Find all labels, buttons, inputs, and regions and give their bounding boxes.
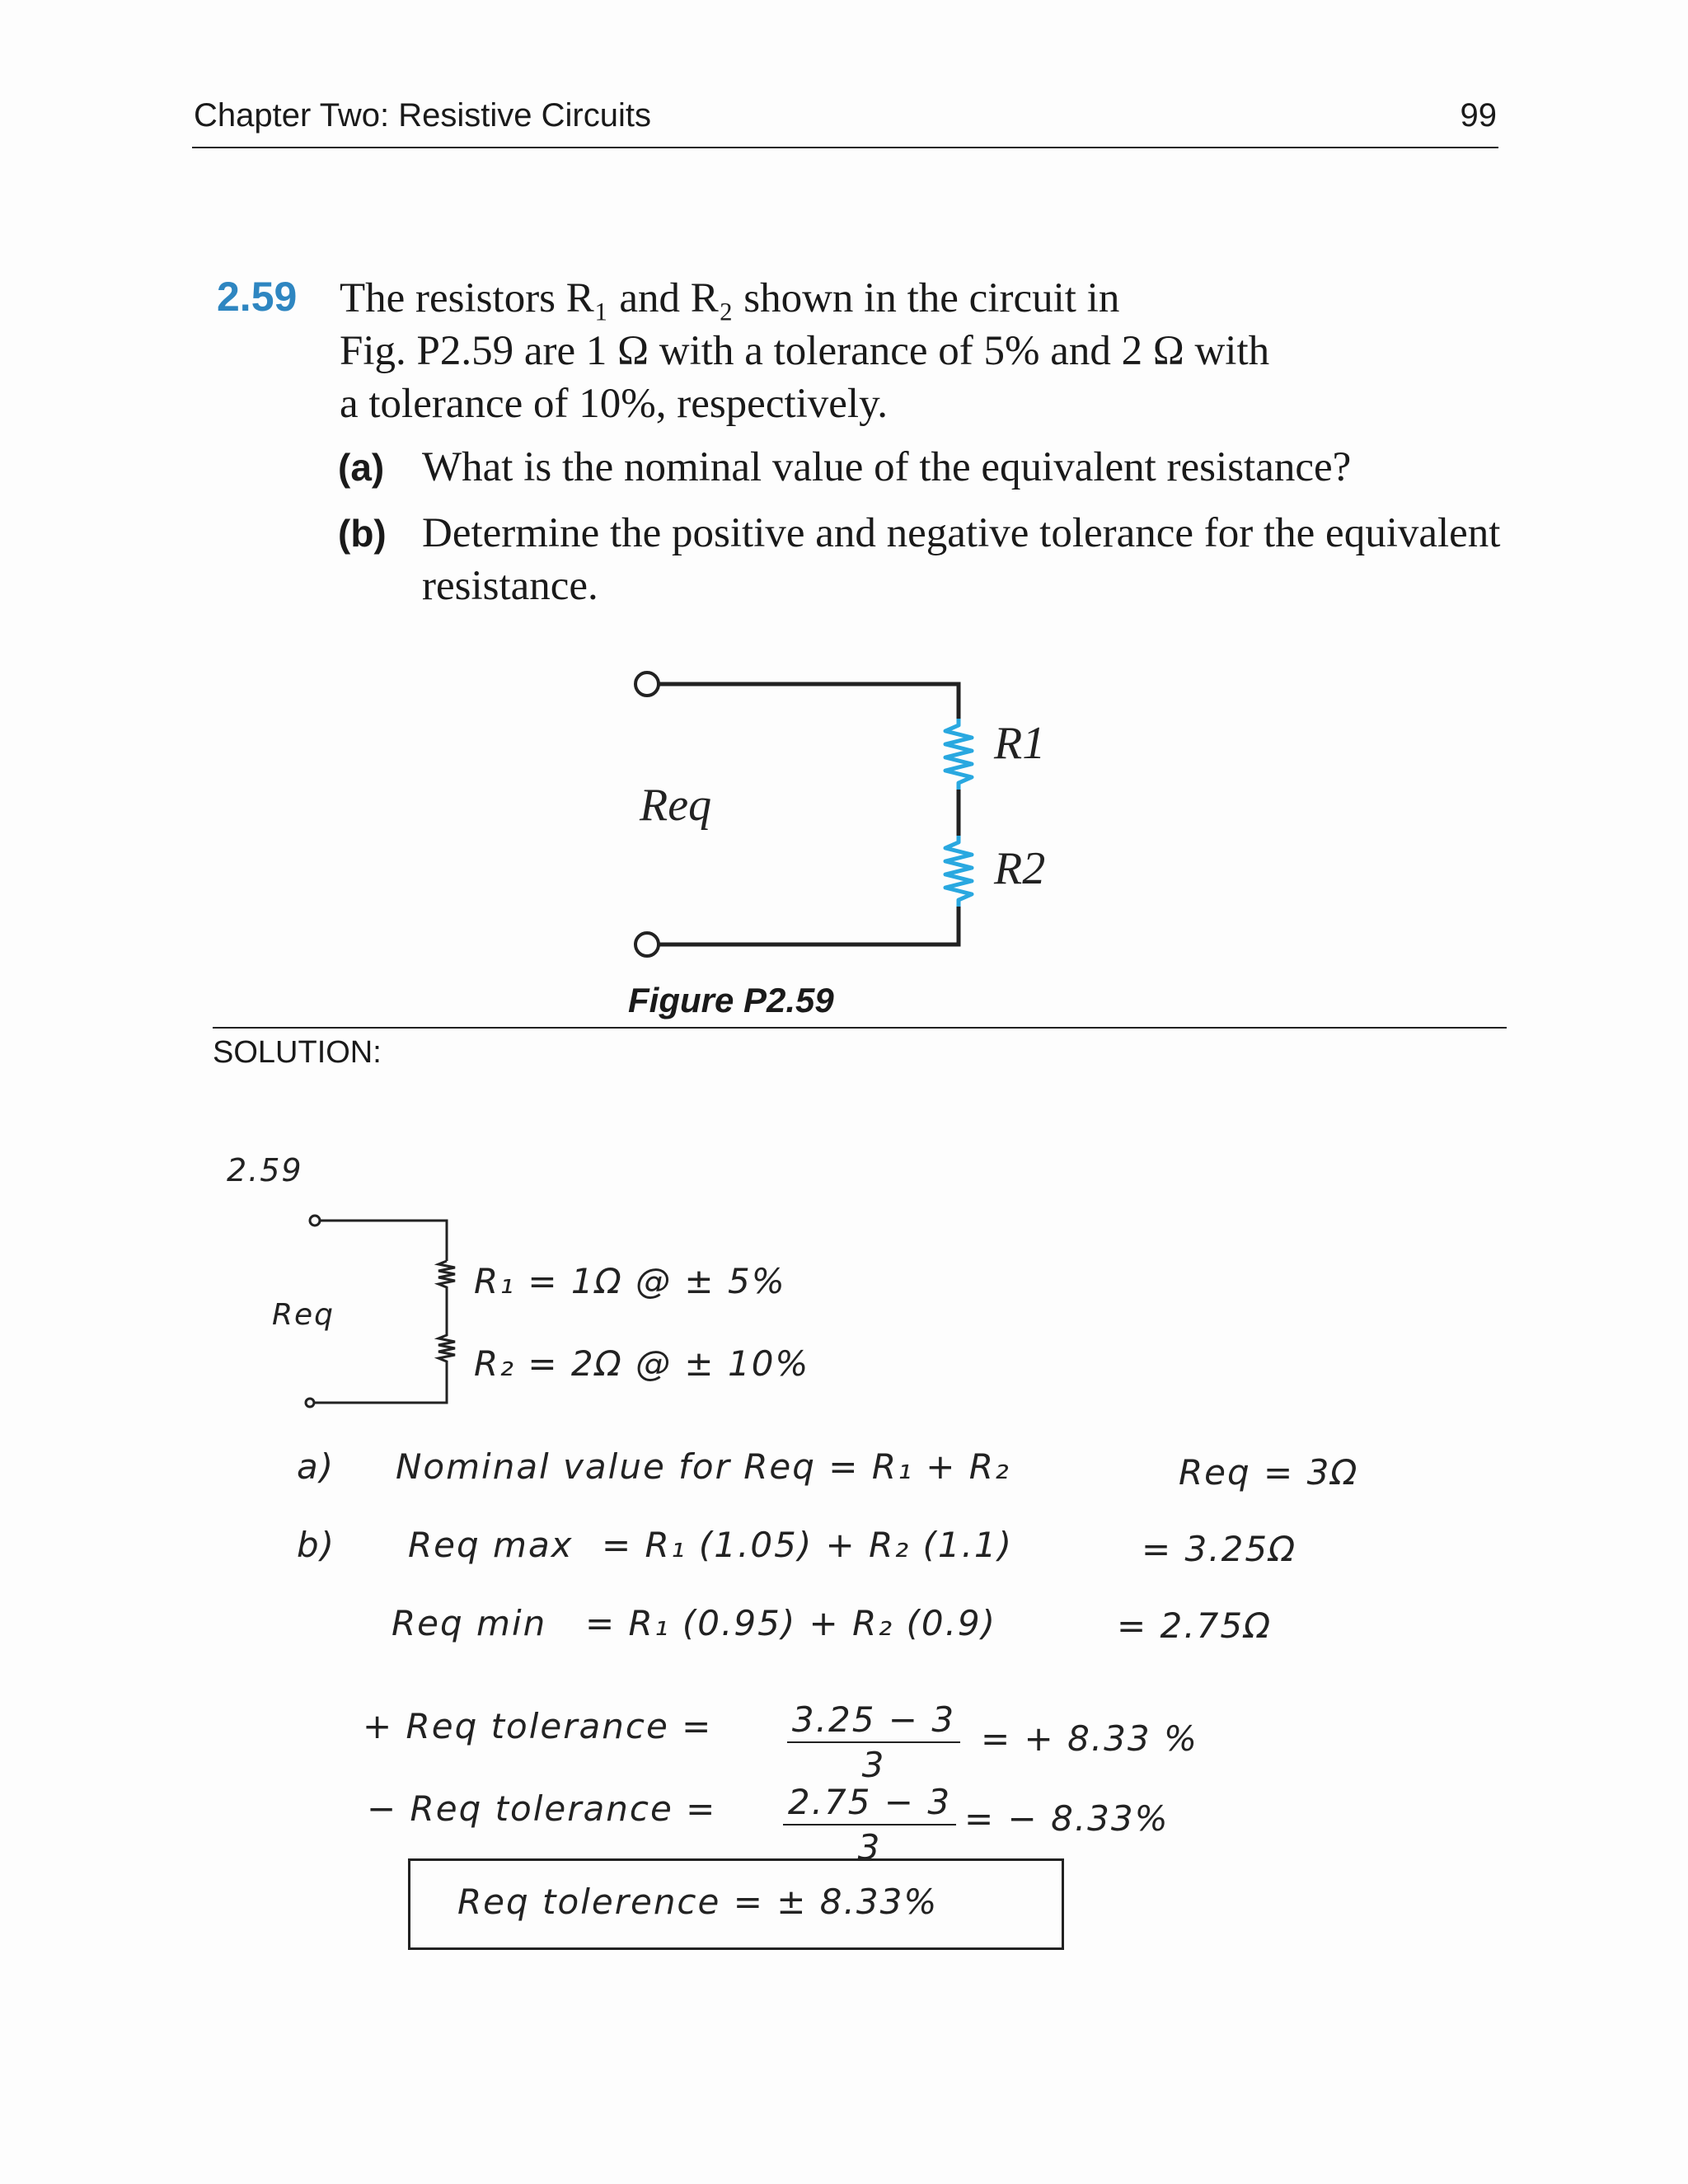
minus-tolerance-label: − Req tolerance = (367, 1788, 717, 1829)
nominal-value-line: Nominal value for Req = R₁ + R₂ (396, 1446, 1010, 1487)
solution-divider (213, 1027, 1507, 1029)
chapter-title: Chapter Two: Resistive Circuits (194, 97, 651, 134)
sketch-req-label: Req (272, 1298, 335, 1332)
solution-number: 2.59 (227, 1152, 303, 1188)
part-b-text: Determine the positive and negative tolerance for the equivalent resistance. (422, 510, 1501, 609)
solution-a-label: a) (297, 1446, 335, 1487)
figure-caption: Figure P2.59 (628, 981, 834, 1019)
sketch-terminal (306, 1399, 314, 1407)
minus-tolerance-numerator: 2.75 − 3 (787, 1782, 952, 1822)
minus-tolerance-denominator: 3 (857, 1827, 882, 1868)
plus-tolerance-result: = + 8.33 % (981, 1718, 1198, 1759)
part-a-label: (a) (338, 446, 385, 489)
bottom-terminal (635, 933, 659, 956)
sketch-r1-line: R₁ = 1Ω @ ± 5% (474, 1261, 786, 1301)
plus-tolerance-numerator: 3.25 − 3 (791, 1699, 956, 1740)
sketch-resistor-r1 (438, 1261, 455, 1302)
resistor-r2 (945, 836, 972, 907)
req-max-result: = 3.25Ω (1142, 1529, 1297, 1569)
r1-label: R1 (994, 718, 1046, 769)
bottom-wire (659, 907, 959, 944)
final-answer: Req tolerence = ± 8.33% (457, 1882, 939, 1922)
minus-tolerance-result: = − 8.33% (964, 1798, 1170, 1839)
fraction-bar (783, 1824, 956, 1825)
plus-tolerance-denominator: 3 (861, 1745, 886, 1785)
sketch-wire (320, 1221, 447, 1261)
plus-tolerance-label: + Req tolerance = (363, 1706, 713, 1746)
req-max-label: Req max (408, 1525, 574, 1565)
part-a-text: What is the nominal value of the equivalent resistance? (422, 444, 1352, 490)
nominal-value-result: Req = 3Ω (1179, 1452, 1359, 1493)
problem-statement (340, 272, 1493, 430)
header-divider (192, 147, 1498, 148)
part-b-label: (b) (338, 512, 387, 555)
resistor-r1 (945, 719, 972, 790)
req-max-expression: = R₁ (1.05) + R₂ (1.1) (602, 1525, 1014, 1565)
req-min-expression: = R₁ (0.95) + R₂ (0.9) (585, 1603, 997, 1643)
fraction-bar (787, 1741, 960, 1743)
req-min-result: = 2.75Ω (1117, 1605, 1273, 1646)
solution-label: SOLUTION: (213, 1035, 382, 1070)
sketch-terminal (310, 1216, 320, 1226)
r2-label: R2 (994, 843, 1046, 894)
req-label: Req (640, 780, 712, 831)
problem-line: a tolerance of 10%, respectively. (340, 381, 889, 427)
top-wire (659, 684, 959, 719)
page-number: 99 (1460, 97, 1497, 134)
req-min-label: Req min (392, 1603, 547, 1643)
sketch-r2-line: R₂ = 2Ω @ ± 10% (474, 1343, 810, 1384)
solution-b-label: b) (297, 1525, 336, 1565)
problem-line: The resistors R₁ and R₂ shown in the circuit in (340, 275, 1120, 321)
top-terminal (635, 673, 659, 696)
problem-number: 2.59 (217, 274, 298, 320)
minus-tolerance-fraction (783, 1782, 956, 1868)
circuit-diagram (610, 659, 1104, 972)
problem-line: Fig. P2.59 are 1 Ω with a tolerance of 5% and 2 Ω with (340, 328, 1270, 374)
plus-tolerance-fraction (787, 1699, 960, 1785)
